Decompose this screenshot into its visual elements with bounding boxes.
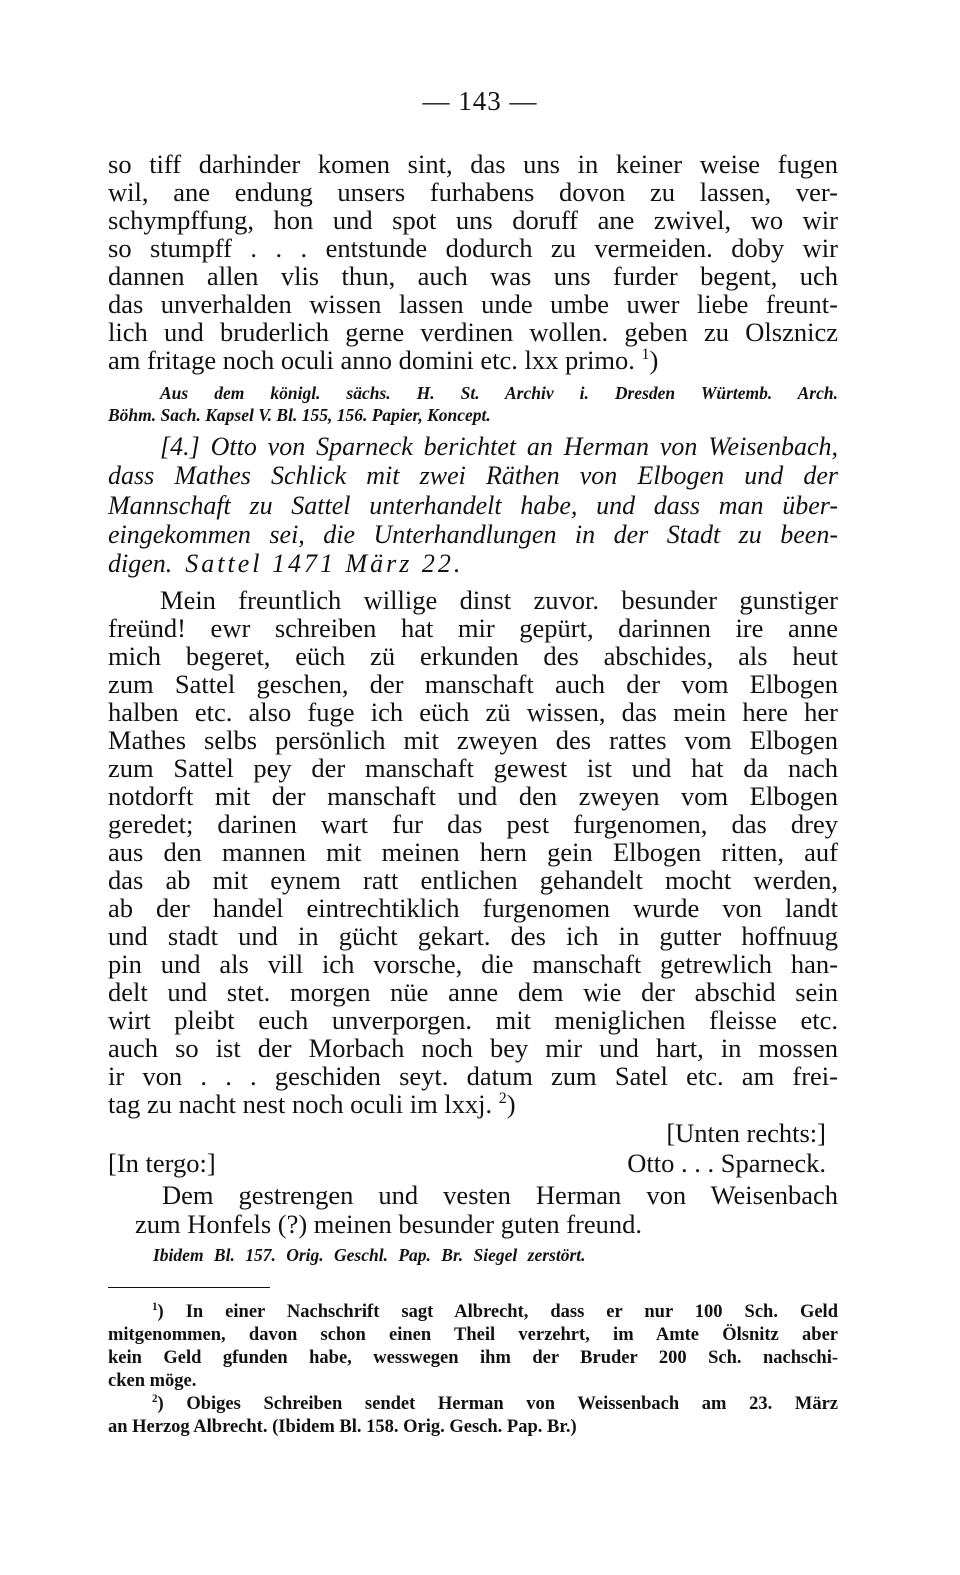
- text-line: pin und als vill ich vorsche, die manschaft getrewlich han-: [108, 949, 838, 979]
- text-line: so tiff darhinder komen sint, das uns in keiner weise fugen: [108, 149, 838, 179]
- endorsement-block: [108, 1118, 826, 1178]
- footnotes: [108, 1301, 838, 1439]
- text-line: delt und stet. morgen nüe anne dem wie der abschid sein: [108, 977, 838, 1007]
- text-line: freünd! ewr schreiben hat mir gepürt, darinnen ire anne: [108, 613, 838, 643]
- heading-line: dass Mathes Schlick mit zwei Räthen von Elbogen und der: [108, 461, 838, 491]
- text-line: wirt pleibt euch unverporgen. mit meniglichen fleisse etc.: [108, 1005, 838, 1035]
- heading-line: eingekommen sei, die Unterhandlungen in der Stadt zu been-: [108, 519, 838, 549]
- text-line: zum Sattel geschen, der manschaft auch der vom Elbogen: [108, 669, 838, 699]
- signature: Otto . . . Sparneck.: [627, 1148, 826, 1178]
- text-line: dannen allen vlis thun, auch was uns furder begent, uch: [108, 261, 838, 291]
- place-date: Sattel 1471 März 22.: [185, 549, 464, 579]
- text-line: ir von . . . geschiden seyt. datum zum Satel etc. am frei-: [108, 1061, 838, 1091]
- source-line: Aus dem königl. sächs. H. St. Archiv i. Dresden Würtemb. Arch.: [160, 383, 838, 403]
- text-line: mich begeret, eüch zü erkunden des abschides, als heut: [108, 641, 838, 671]
- footnote-marker-1: 1: [641, 346, 650, 364]
- text-line: Mein freuntlich willige dinst zuvor. besunder gunstiger: [160, 585, 838, 615]
- heading-line: [4.] Otto von Sparneck berichtet an Herman von Weisenbach,: [160, 432, 838, 461]
- text-line: schympffung, hon und spot uns doruff ane zwivel, wo wir: [108, 205, 838, 235]
- text-line: und stadt und in gücht gekart. des ich in gutter hoffnuug: [108, 921, 838, 951]
- archive-source-note-2: Ibidem Bl. 157. Orig. Geschl. Pap. Br. Siegel zerstört.: [153, 1245, 586, 1265]
- heading-line: digen. Sattel 1471 März 22.: [108, 549, 464, 579]
- footnote-line: $^1$) In einer Nachschrift sagt Albrecht, dass er nur 100 Sch. Geld: [152, 1300, 838, 1322]
- text-line: halben etc. also fuge ich eüch zü wissen, das mein here her: [108, 697, 838, 727]
- text-line: zum Sattel pey der manschaft gewest ist und hat da nach: [108, 753, 838, 783]
- text-line: lich und bruderlich gerne verdinen wollen. geben zu Olsznicz: [108, 317, 838, 347]
- text-line: so stumpff . . . entstunde dodurch zu vermeiden. doby wir: [108, 233, 838, 263]
- text-line: auch so ist der Morbach noch bey mir und hart, in mossen: [108, 1033, 838, 1063]
- text-line: tag zu nacht nest noch oculi im lxxj. $^2$): [108, 1089, 516, 1119]
- footnote-line: mitgenommen, davon schon einen Theil verzehrt, im Amte Ölsnitz aber: [108, 1325, 838, 1345]
- in-tergo-label: [In tergo:]: [108, 1148, 216, 1178]
- text-line: wil, ane endung unsers furhabens dovon zu lassen, ver-: [108, 177, 838, 207]
- document-heading: [108, 432, 838, 578]
- source-line: Böhm. Sach. Kapsel V. Bl. 155, 156. Papier, Koncept.: [108, 405, 491, 425]
- address-line: Dem gestrengen und vesten Herman von Weisenbach: [162, 1180, 838, 1210]
- footnote-line: kein Geld gfunden habe, wesswegen ihm der Bruder 200 Sch. nachschi-: [108, 1348, 838, 1368]
- annotation-right: [Unten rechts:]: [666, 1118, 826, 1148]
- footnote-marker-2: 2: [498, 1090, 507, 1108]
- text-line: das unverhalden wissen lassen unde umbe uwer liebe freunt-: [108, 289, 838, 319]
- text-line: geredet; darinen wart fur das pest furgenomen, das drey: [108, 809, 838, 839]
- address-block: [135, 1181, 838, 1239]
- text-line: das ab mit eynem ratt entlichen gehandelt mocht werden,: [108, 865, 838, 895]
- text-line: notdorft mit der manschaft und den zweyen vom Elbogen: [108, 781, 838, 811]
- text-line: Mathes selbs persönlich mit zweyen des rattes vom Elbogen: [108, 725, 838, 755]
- page-number: — 143 —: [422, 86, 538, 116]
- footnote-divider: [108, 1287, 270, 1288]
- footnote-line: an Herzog Albrecht. (Ibidem Bl. 158. Orig. Gesch. Pap. Br.): [108, 1417, 577, 1437]
- text-line: am fritage noch oculi anno domini etc. lxx primo. $^1$): [108, 345, 659, 375]
- text-line: ab der handel eintrechtiklich furgenomen wurde von landt: [108, 893, 838, 923]
- footnote-line: cken möge.: [108, 1371, 197, 1391]
- heading-line: Mannschaft zu Sattel unterhandelt habe, und dass man über-: [108, 490, 838, 520]
- archive-source-note: [108, 382, 838, 426]
- address-line: zum Honfels (?) meinen besunder guten freund.: [135, 1209, 643, 1239]
- letter-continuation: [108, 150, 838, 374]
- footnote-line: $^2$) Obiges Schreiben sendet Herman von Weissenbach am 23. März: [152, 1392, 838, 1414]
- tergo-row: [108, 1148, 826, 1178]
- letter-body: [108, 586, 838, 1118]
- text-line: aus den mannen mit meinen hern gein Elbogen ritten, auf: [108, 837, 838, 867]
